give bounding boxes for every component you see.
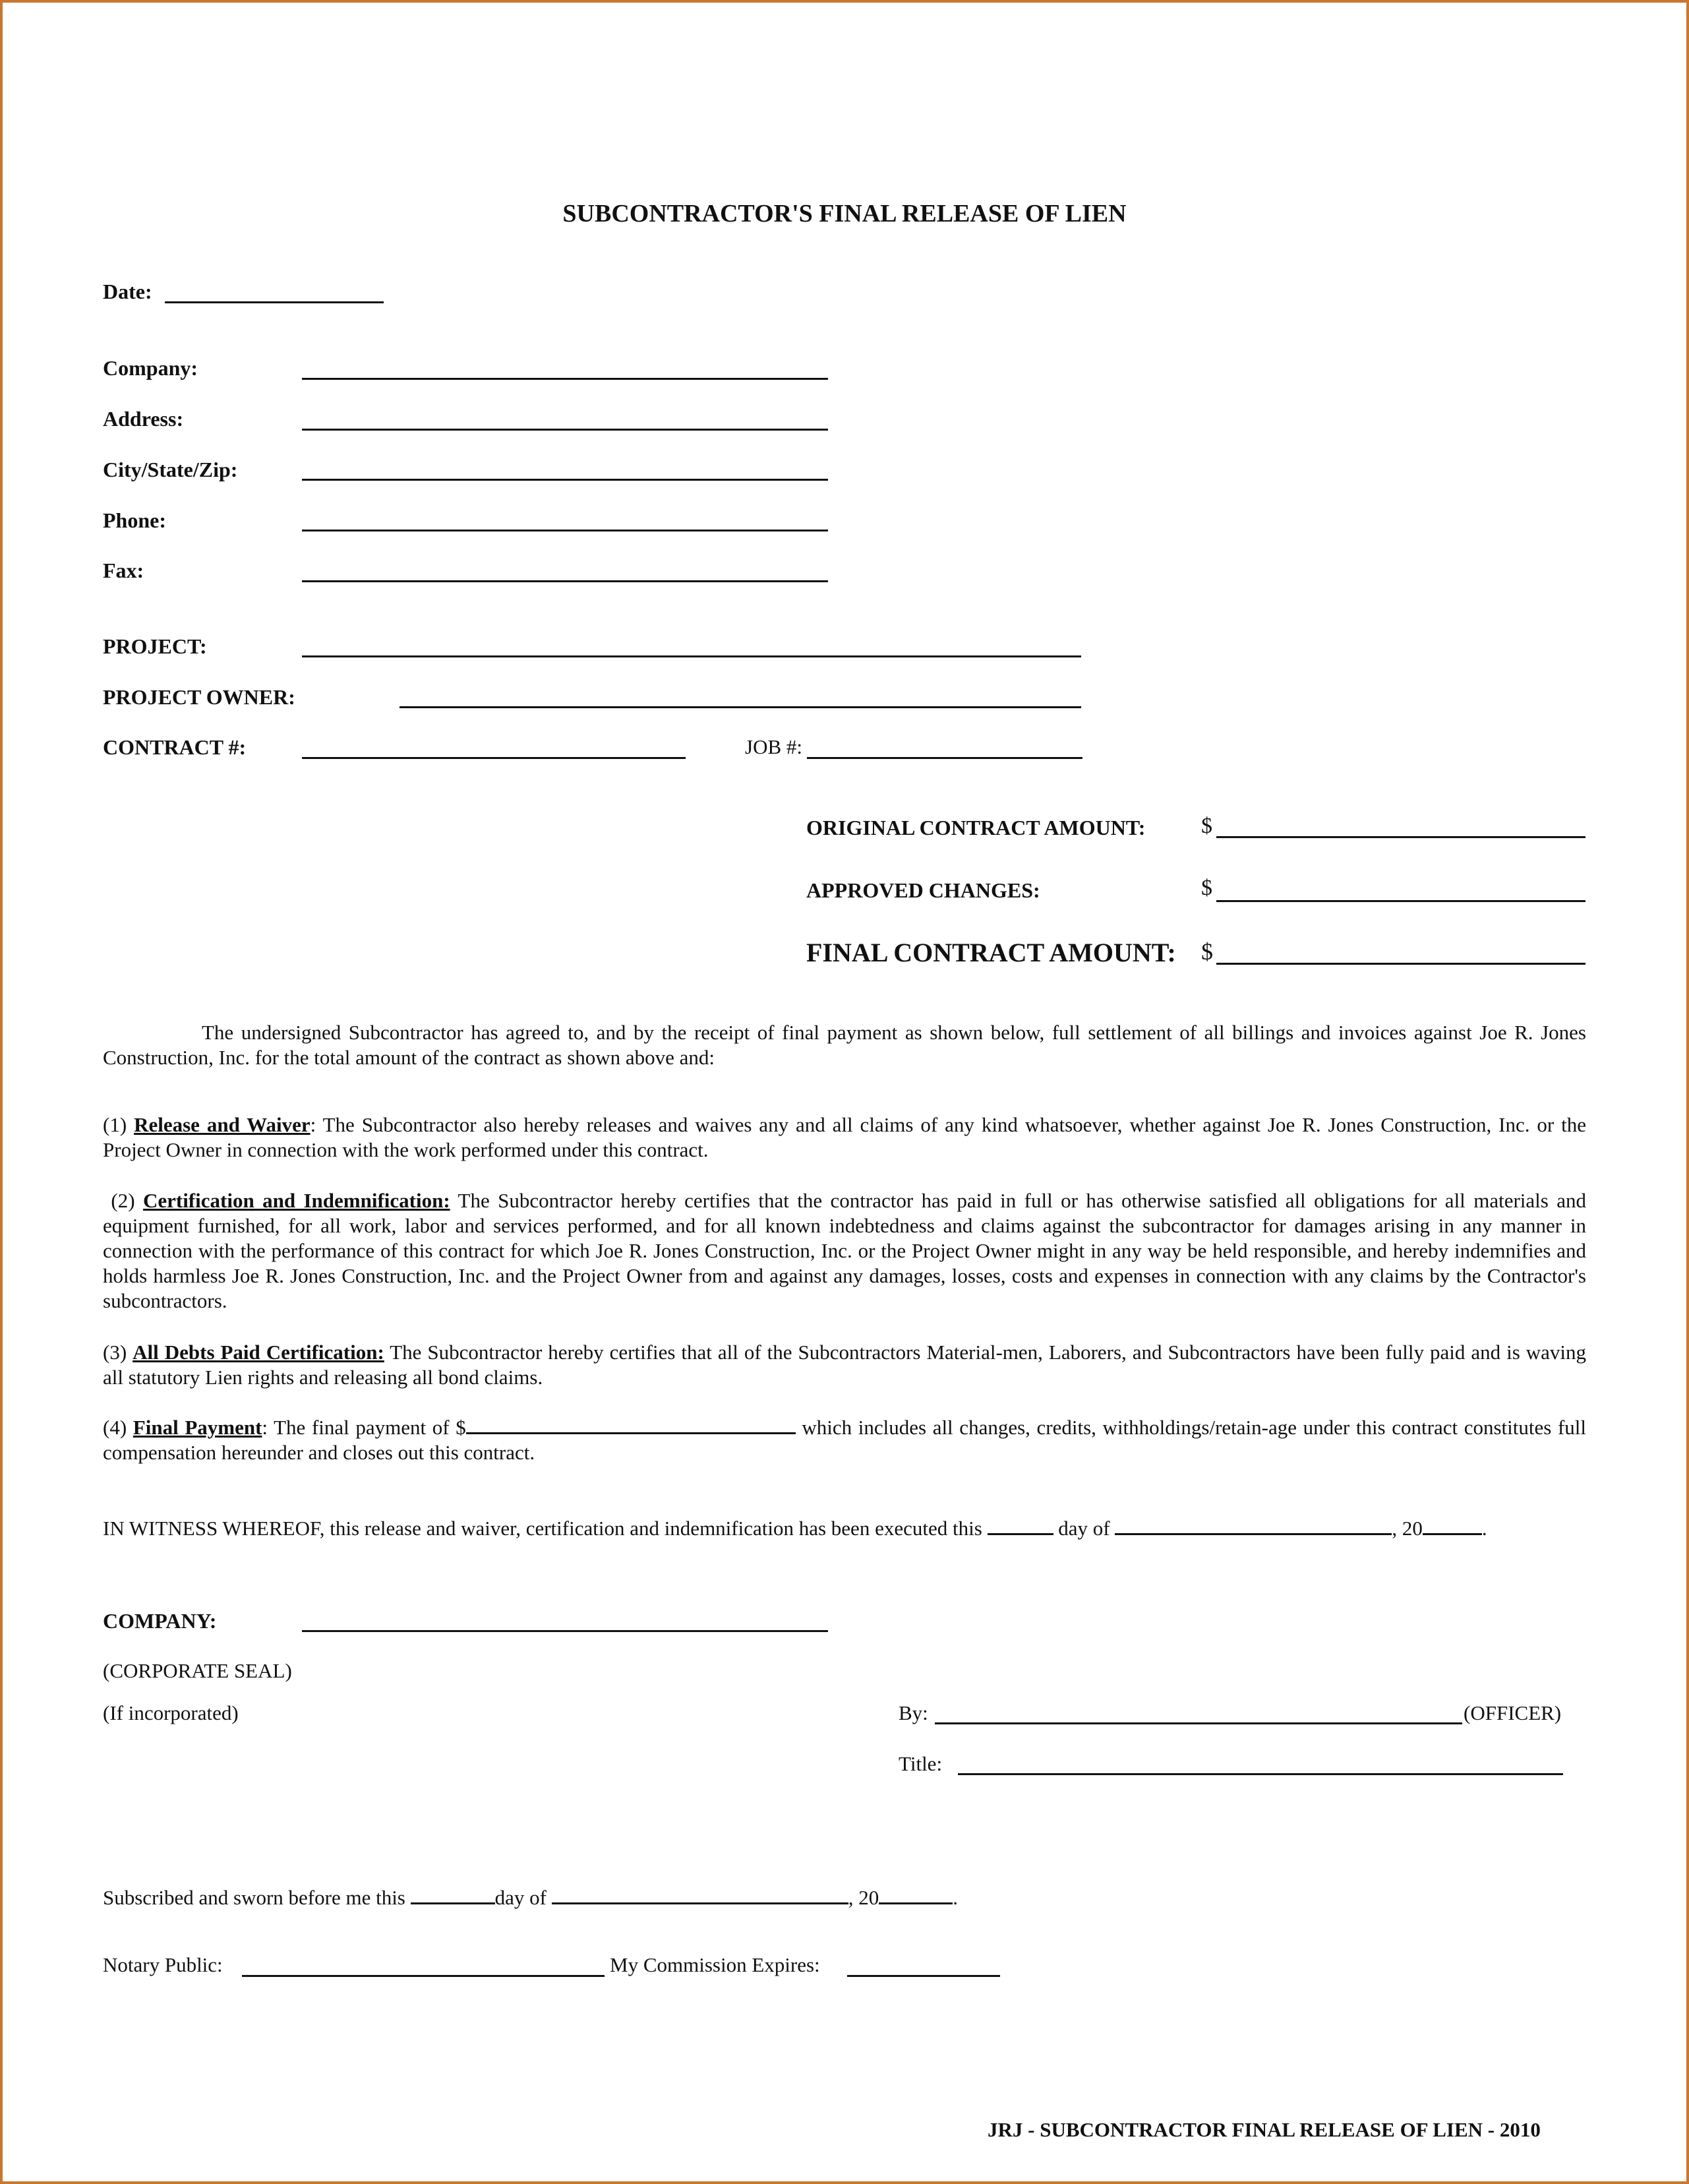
signature-company-label: COMPANY:: [103, 1609, 217, 1633]
project-label: PROJECT:: [103, 634, 207, 658]
approved-changes-line[interactable]: [1216, 900, 1585, 902]
clause-2-heading: Certification and Indemnification:: [142, 1189, 450, 1212]
city-state-zip-label: City/State/Zip:: [103, 458, 238, 481]
clause-final-payment: [103, 1415, 1586, 1465]
witness-text-b: day of: [1058, 1517, 1110, 1540]
witness-text-c: , 20: [1392, 1517, 1423, 1540]
by-signature-line[interactable]: [935, 1722, 1462, 1724]
clause-1-number: (1): [103, 1113, 127, 1136]
subscribed-year-line[interactable]: [879, 1887, 953, 1904]
intro-paragraph: [103, 1020, 1586, 1070]
subscribed-text-c: , 20: [848, 1886, 879, 1909]
title-line[interactable]: [958, 1773, 1563, 1775]
document-footer: JRJ - SUBCONTRACTOR FINAL RELEASE OF LIEN - 2010: [988, 2118, 1541, 2141]
fax-label: Fax:: [103, 559, 144, 582]
officer-label: (OFFICER): [1464, 1701, 1562, 1724]
subscribed-month-line[interactable]: [552, 1887, 848, 1904]
clause-1-heading: Release and Waiver: [134, 1113, 311, 1136]
final-payment-line[interactable]: [466, 1416, 796, 1434]
contract-number-line[interactable]: [302, 757, 686, 759]
subscribed-text-a: Subscribed and sworn before me this: [103, 1886, 405, 1909]
project-owner-line[interactable]: [400, 706, 1081, 708]
address-label: Address:: [103, 407, 184, 431]
title-label: Title:: [899, 1752, 943, 1775]
clause-3-heading: All Debts Paid Certification:: [133, 1341, 384, 1364]
subscribed-line: [103, 1886, 958, 1910]
final-amount-line[interactable]: [1216, 963, 1585, 965]
subscribed-text-b: day of: [494, 1886, 547, 1909]
date-line[interactable]: [165, 301, 384, 303]
commission-expires-label: My Commission Expires:: [610, 1953, 820, 1976]
witness-line: [103, 1517, 1487, 1540]
contract-number-label: CONTRACT #:: [103, 735, 247, 759]
date-label: Date:: [103, 280, 152, 303]
final-amount-dollar: $: [1201, 938, 1213, 965]
clause-certification: [103, 1188, 1586, 1314]
job-number-label: JOB #:: [745, 735, 802, 758]
witness-year-line[interactable]: [1423, 1517, 1482, 1535]
notary-public-line[interactable]: [242, 1975, 605, 1977]
clause-release-waiver: [103, 1112, 1586, 1163]
approved-changes-dollar: $: [1201, 876, 1212, 900]
subscribed-text-d: .: [953, 1886, 958, 1909]
incorporated-label: (If incorporated): [103, 1701, 239, 1724]
clause-2-text: The Subcontractor hereby certifies that the contractor has paid in full or has otherwise satisfied all obligations for all materials and equipment furnished, for all work, labor and services performed, and for all known indebtedness and claims against the subcontractor for damages arising in any manner in connection with the performance of this contract for which Joe R. Jones Construction, Inc. or the Project Owner might in any way be held responsible, and hereby indemnifies and holds harmless Joe R. Jones Construction, Inc. and the Project Owner from and against any damages, losses, costs and expenses in connection with any claims by the Contractor's subcontractors.: [103, 1189, 1586, 1312]
city-state-zip-line[interactable]: [302, 479, 828, 481]
company-line[interactable]: [302, 378, 828, 380]
clause-3-number: (3): [103, 1341, 127, 1364]
witness-day-line[interactable]: [988, 1517, 1053, 1535]
intro-text: The undersigned Subcontractor has agreed to, and by the receipt of final payment as shown below, full settlement of all billings and invoices against Joe R. Jones Construction, Inc. for the total amount of the contract as shown above and:: [103, 1021, 1586, 1069]
original-amount-line[interactable]: [1216, 836, 1585, 838]
notary-public-label: Notary Public:: [103, 1953, 223, 1976]
subscribed-day-line[interactable]: [411, 1887, 495, 1904]
clause-4-number: (4): [103, 1416, 127, 1439]
address-line[interactable]: [302, 429, 828, 431]
job-number-line[interactable]: [807, 757, 1082, 759]
clause-4-text-a: : The final payment of $: [262, 1416, 466, 1439]
clause-1-text: : The Subcontractor also hereby releases and waives any and all claims of any kind whatsoever, whether against Joe R. Jones Construction, Inc. or the Project Owner in connection with the work performed under this contract.: [103, 1113, 1587, 1161]
clause-3-text: The Subcontractor hereby certifies that all of the Subcontractors Material-men, Laborers, and Subcontractors have been fully paid and is waving all statutory Lien rights and releasing all bond claims.: [103, 1341, 1587, 1389]
clause-debts-paid: [103, 1340, 1586, 1390]
clause-4-heading: Final Payment: [133, 1416, 262, 1439]
commission-expires-line[interactable]: [847, 1975, 1000, 1977]
company-label: Company:: [103, 356, 198, 380]
corporate-seal-label: (CORPORATE SEAL): [103, 1659, 292, 1682]
fax-line[interactable]: [302, 580, 828, 582]
witness-text-a: IN WITNESS WHEREOF, this release and waiver, certification and indemnification has been executed this: [103, 1517, 982, 1540]
phone-label: Phone:: [103, 508, 166, 532]
final-amount-label: FINAL CONTRACT AMOUNT:: [806, 938, 1176, 967]
clause-2-number: (2): [111, 1189, 135, 1212]
project-line[interactable]: [302, 655, 1081, 657]
original-amount-dollar: $: [1201, 814, 1212, 838]
by-label: By:: [899, 1701, 928, 1724]
witness-month-line[interactable]: [1115, 1517, 1392, 1535]
project-owner-label: PROJECT OWNER:: [103, 685, 295, 709]
original-amount-label: ORIGINAL CONTRACT AMOUNT:: [806, 816, 1146, 839]
signature-company-line[interactable]: [302, 1630, 828, 1632]
approved-changes-label: APPROVED CHANGES:: [806, 878, 1040, 902]
clause-4-text-b: which includes all changes, credits, withholdings/retain-age under this contract constitutes full compensation hereunder and closes out this contract.: [103, 1416, 1586, 1464]
document-title: SUBCONTRACTOR'S FINAL RELEASE OF LIEN: [562, 200, 1127, 228]
witness-text-d: .: [1481, 1517, 1487, 1540]
phone-line[interactable]: [302, 530, 828, 531]
